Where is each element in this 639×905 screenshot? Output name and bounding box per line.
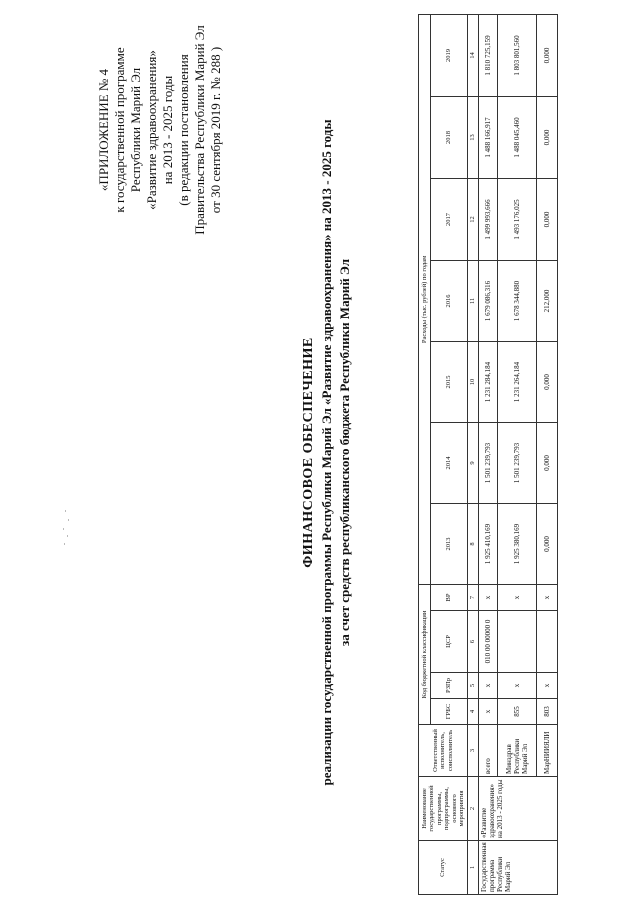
header-rzpr: РЗПр xyxy=(431,673,468,699)
appendix-block xyxy=(96,5,224,255)
value-cell: 0,000 xyxy=(537,503,558,584)
header-budget-code: Код бюджетной классификации xyxy=(419,584,431,724)
rzpr-cell: х xyxy=(479,673,498,699)
document-title xyxy=(300,40,354,865)
value-cell: 1 679 086,316 xyxy=(479,260,498,341)
executor-cell: всего xyxy=(479,725,498,777)
value-cell: 212,000 xyxy=(537,260,558,341)
table-row xyxy=(498,14,537,894)
value-cell: 1 488 166,917 xyxy=(479,96,498,178)
csr-cell xyxy=(498,611,537,673)
column-number: 4 xyxy=(468,699,479,725)
value-cell: 1 678 344,880 xyxy=(498,260,537,341)
column-number: 2 xyxy=(468,777,479,841)
value-cell: 1 925 410,169 xyxy=(479,503,498,584)
header-csr: ЦСР xyxy=(431,611,468,673)
column-number: 8 xyxy=(468,503,479,584)
column-number: 11 xyxy=(468,260,479,341)
appendix-line: на 2013 - 2025 годы xyxy=(160,75,175,185)
header-year: 2015 xyxy=(431,341,468,422)
value-cell: 1 803 801,560 xyxy=(498,14,537,96)
header-grbs: ГРБС xyxy=(431,699,468,725)
header-year: 2013 xyxy=(431,503,468,584)
status-cell: Государственная программа Республики Марий Эл xyxy=(479,841,558,895)
grbs-cell: 803 xyxy=(537,699,558,725)
value-cell: 1 231 264,184 xyxy=(498,341,537,422)
column-number: 7 xyxy=(468,584,479,610)
header-year: 2017 xyxy=(431,178,468,260)
value-cell: 1 501 239,793 xyxy=(479,422,498,503)
value-cell: 0,000 xyxy=(537,341,558,422)
appendix-line: (в редакции постановления xyxy=(176,54,191,206)
header-expenses: Расходы (тыс. рублей) по годам xyxy=(419,14,431,584)
title-heading: ФИНАНСОВОЕ ОБЕСПЕЧЕНИЕ xyxy=(301,337,316,568)
vr-cell: х xyxy=(498,584,537,610)
column-number: 1 xyxy=(468,841,479,895)
value-cell: 1 493 176,025 xyxy=(498,178,537,260)
executor-cell: Минздрав Республики Марий Эл xyxy=(498,725,537,777)
table-row xyxy=(537,14,558,894)
vr-cell: х xyxy=(537,584,558,610)
value-cell: 1 501 239,793 xyxy=(498,422,537,503)
csr-cell xyxy=(537,611,558,673)
header-year: 2016 xyxy=(431,260,468,341)
value-cell: 1 499 993,666 xyxy=(479,178,498,260)
header-status: Статус xyxy=(419,841,468,895)
column-number: 13 xyxy=(468,96,479,178)
grbs-cell: 855 xyxy=(498,699,537,725)
header-name: Наименование государственной программы, подпрограммы, основного мероприятия xyxy=(419,777,468,841)
column-number: 14 xyxy=(468,14,479,96)
header-executor: Ответственный исполнитель, соисполнитель xyxy=(419,725,468,777)
scan-speckles xyxy=(62,505,72,545)
value-cell: 1 810 725,159 xyxy=(479,14,498,96)
value-cell: 0,000 xyxy=(537,14,558,96)
header-year: 2019 xyxy=(431,14,468,96)
column-number: 12 xyxy=(468,178,479,260)
title-subheading: реализации государственной программы Республики Марий Эл «Развитие здравоохранения» на 2013 - 2025 годы xyxy=(319,119,334,786)
csr-cell: 010 00 00000 0 xyxy=(479,611,498,673)
program-name-cell: «Развитие здравоохранения» на 2013 - 2025 годы xyxy=(479,777,558,841)
header-year: 2014 xyxy=(431,422,468,503)
value-cell: 0,000 xyxy=(537,178,558,260)
header-vr: ВР xyxy=(431,584,468,610)
appendix-line: от 30 сентября 2019 г. № 288 ) xyxy=(208,46,223,214)
column-number: 6 xyxy=(468,611,479,673)
finance-table xyxy=(418,14,558,895)
grbs-cell: х xyxy=(479,699,498,725)
column-number: 5 xyxy=(468,673,479,699)
appendix-line: Правительства Республики Марий Эл xyxy=(192,25,207,235)
header-year: 2018 xyxy=(431,96,468,178)
value-cell: 1 231 284,184 xyxy=(479,341,498,422)
rzpr-cell: х xyxy=(498,673,537,699)
rzpr-cell: х xyxy=(537,673,558,699)
value-cell: 1 925 380,169 xyxy=(498,503,537,584)
value-cell: 0,000 xyxy=(537,422,558,503)
value-cell: 0,000 xyxy=(537,96,558,178)
column-number: 10 xyxy=(468,341,479,422)
appendix-line: к государственной программе xyxy=(112,47,127,213)
value-cell: 1 488 045,460 xyxy=(498,96,537,178)
column-number: 9 xyxy=(468,422,479,503)
table-row xyxy=(479,14,498,894)
appendix-line: «ПРИЛОЖЕНИЕ № 4 xyxy=(96,68,111,192)
title-subheading-2: за счет средств республиканского бюджета Республики Марий Эл xyxy=(337,259,352,646)
appendix-line: Республики Марий Эл xyxy=(128,67,143,193)
vr-cell: х xyxy=(479,584,498,610)
appendix-line: «Развитие здравоохранения» xyxy=(144,50,159,210)
executor-cell: МарНИИЯЛИ xyxy=(537,725,558,777)
column-number: 3 xyxy=(468,725,479,777)
